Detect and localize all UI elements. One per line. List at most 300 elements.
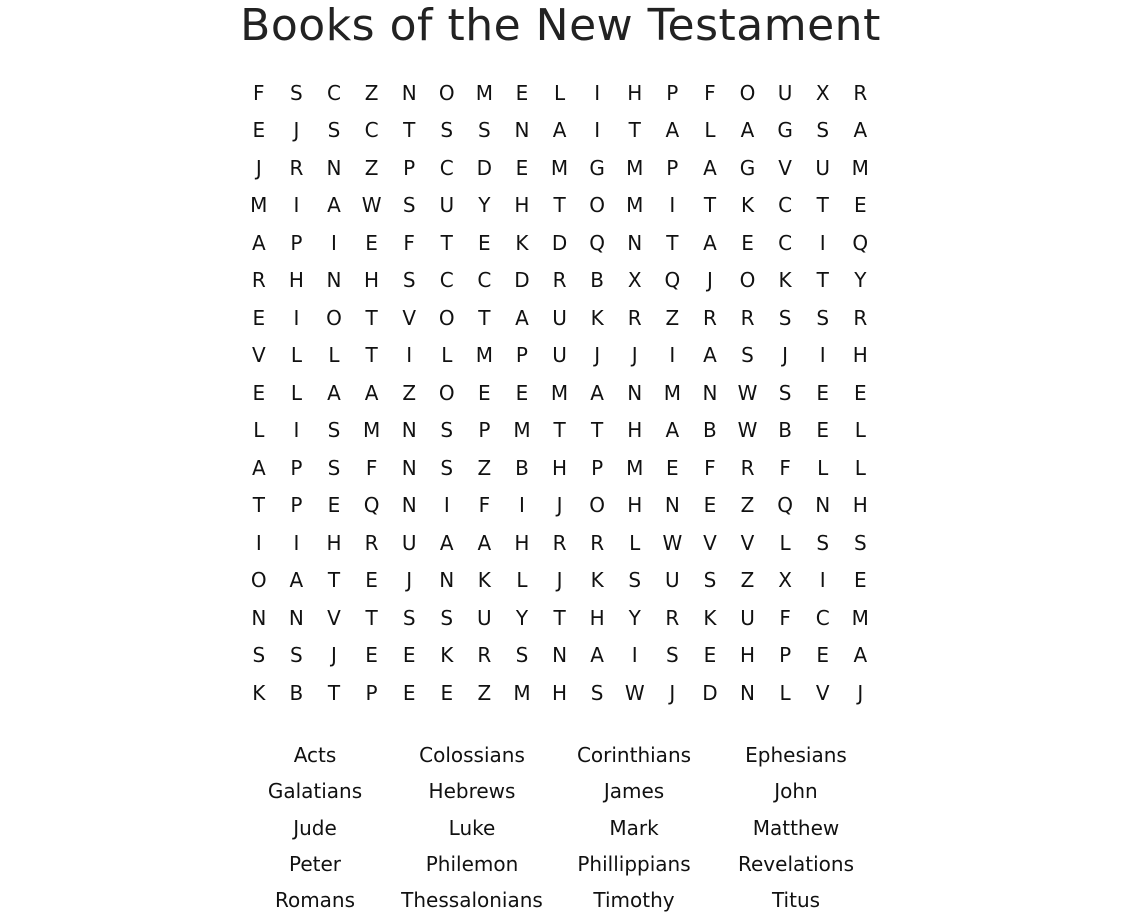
grid-cell[interactable]: L xyxy=(817,455,829,480)
grid-cell[interactable]: E xyxy=(365,568,378,593)
grid-cell[interactable]: M xyxy=(362,418,381,443)
grid-cell[interactable]: N xyxy=(401,80,417,105)
grid-cell[interactable]: K xyxy=(778,268,792,293)
grid-cell[interactable]: W xyxy=(361,193,382,218)
grid-cell[interactable]: N xyxy=(401,418,417,443)
grid-cell[interactable]: T xyxy=(365,343,378,368)
grid-cell[interactable]: W xyxy=(624,680,645,705)
grid-cell[interactable]: P xyxy=(290,230,303,255)
grid-cell[interactable]: L xyxy=(854,418,866,443)
grid-cell[interactable]: M xyxy=(626,155,644,180)
grid-cell[interactable]: M xyxy=(663,380,681,405)
grid-cell[interactable]: S xyxy=(327,118,341,143)
grid-cell[interactable]: S xyxy=(703,568,717,593)
grid-cell[interactable]: C xyxy=(778,230,793,255)
grid-cell[interactable]: T xyxy=(591,418,604,443)
grid-cell[interactable]: M xyxy=(475,343,493,368)
grid-cell[interactable]: N xyxy=(514,118,530,143)
word-list xyxy=(236,737,874,918)
grid-cell[interactable]: H xyxy=(552,680,568,705)
grid-cell[interactable]: F xyxy=(365,455,378,480)
grid-cell[interactable]: A xyxy=(439,530,454,555)
grid-cell[interactable]: R xyxy=(702,305,717,330)
grid-cell[interactable]: N xyxy=(815,493,831,518)
grid-cell[interactable]: D xyxy=(551,230,568,255)
grid-cell[interactable]: O xyxy=(326,305,342,330)
grid-cell[interactable]: L xyxy=(253,418,265,443)
grid-cell[interactable]: T xyxy=(440,230,453,255)
grid-cell[interactable]: N xyxy=(326,268,342,293)
grid-cell[interactable]: C xyxy=(439,268,454,293)
grid-cell[interactable]: P xyxy=(365,680,378,705)
grid-cell[interactable]: J xyxy=(331,643,337,668)
grid-cell[interactable]: S xyxy=(402,605,416,630)
grid-cell[interactable]: F xyxy=(478,493,491,518)
grid-cell[interactable]: K xyxy=(590,568,604,593)
grid-cell[interactable]: A xyxy=(552,118,567,143)
grid-cell[interactable]: Z xyxy=(364,155,379,180)
grid-cell[interactable]: F xyxy=(253,80,265,105)
grid-cell[interactable]: T xyxy=(252,493,265,518)
grid-cell[interactable]: H xyxy=(627,80,643,105)
grid-cell[interactable]: B xyxy=(289,680,304,705)
word-list-item: Peter xyxy=(288,852,342,877)
grid-cell[interactable]: R xyxy=(740,455,755,480)
grid-cell[interactable]: F xyxy=(403,230,415,255)
grid-cell[interactable]: H xyxy=(514,193,530,218)
grid-cell[interactable]: L xyxy=(779,530,791,555)
grid-cell[interactable]: S xyxy=(402,193,416,218)
grid-cell[interactable]: R xyxy=(740,305,755,330)
grid-cell[interactable]: P xyxy=(779,643,792,668)
grid-cell[interactable]: O xyxy=(589,193,606,218)
grid-cell[interactable]: H xyxy=(552,455,568,480)
grid-cell[interactable]: J xyxy=(631,343,638,368)
grid-cell[interactable]: L xyxy=(704,118,716,143)
grid-cell[interactable]: L xyxy=(441,343,453,368)
grid-cell[interactable]: H xyxy=(852,343,868,368)
grid-cell[interactable]: T xyxy=(816,193,829,218)
grid-cell[interactable]: I xyxy=(255,530,262,555)
grid-cell[interactable]: E xyxy=(252,118,266,143)
grid-cell[interactable]: E xyxy=(853,568,867,593)
grid-cell[interactable]: K xyxy=(590,305,604,330)
grid-cell[interactable]: S xyxy=(778,305,792,330)
grid-cell[interactable]: U xyxy=(477,605,492,630)
grid-cell[interactable]: Y xyxy=(478,193,491,218)
grid-cell[interactable]: V xyxy=(251,343,266,368)
grid-cell[interactable]: R xyxy=(627,305,642,330)
grid-cell[interactable]: H xyxy=(852,493,868,518)
grid-cell[interactable]: J xyxy=(857,680,864,705)
grid-cell[interactable]: N xyxy=(326,155,342,180)
grid-cell[interactable]: M xyxy=(626,193,644,218)
grid-cell[interactable]: E xyxy=(816,418,830,443)
grid-cell[interactable]: E xyxy=(365,643,378,668)
grid-cell[interactable]: Z xyxy=(402,380,417,405)
grid-cell[interactable]: B xyxy=(590,268,604,293)
grid-cell[interactable]: E xyxy=(666,455,679,480)
grid-cell[interactable]: S xyxy=(440,418,454,443)
grid-cell[interactable]: R xyxy=(552,268,567,293)
grid-cell[interactable]: A xyxy=(590,643,604,668)
grid-cell[interactable]: H xyxy=(326,530,342,555)
grid-cell[interactable]: A xyxy=(327,380,341,405)
grid-cell[interactable]: E xyxy=(515,155,529,180)
grid-cell[interactable]: E xyxy=(703,493,717,518)
grid-cell[interactable]: H xyxy=(627,493,643,518)
grid-cell[interactable]: E xyxy=(402,643,416,668)
grid-cell[interactable]: Z xyxy=(665,305,680,330)
grid-cell[interactable]: J xyxy=(594,343,601,368)
grid-cell[interactable]: T xyxy=(365,605,378,630)
grid-cell[interactable]: W xyxy=(737,418,758,443)
grid-cell[interactable]: L xyxy=(629,530,641,555)
grid-cell[interactable]: N xyxy=(439,568,455,593)
grid-cell[interactable]: Z xyxy=(364,80,379,105)
grid-cell[interactable]: U xyxy=(552,343,567,368)
word-list-item: Galatians xyxy=(267,779,363,804)
grid-cell[interactable]: P xyxy=(290,455,303,480)
word-list-item: Timothy xyxy=(593,888,675,913)
grid-cell[interactable]: S xyxy=(252,643,266,668)
grid-cell[interactable]: I xyxy=(519,493,525,518)
grid-cell[interactable]: I xyxy=(594,118,601,143)
grid-cell[interactable]: D xyxy=(514,268,530,293)
grid-cell[interactable]: N xyxy=(627,380,643,405)
grid-cell[interactable]: A xyxy=(740,118,755,143)
grid-cell[interactable]: A xyxy=(665,418,680,443)
grid-cell[interactable]: C xyxy=(778,193,793,218)
grid-cell[interactable]: L xyxy=(854,455,866,480)
grid-cell[interactable]: J xyxy=(293,118,300,143)
grid-cell[interactable]: I xyxy=(819,343,826,368)
grid-cell[interactable]: N xyxy=(664,493,680,518)
grid-cell[interactable]: Z xyxy=(477,680,492,705)
grid-cell[interactable]: K xyxy=(252,680,266,705)
grid-cell[interactable]: X xyxy=(778,568,792,593)
grid-cell[interactable]: A xyxy=(289,568,304,593)
grid-cell[interactable]: T xyxy=(628,118,641,143)
grid-cell[interactable]: M xyxy=(851,605,869,630)
grid-cell[interactable]: B xyxy=(515,455,529,480)
grid-cell[interactable]: S xyxy=(816,530,830,555)
grid-cell[interactable]: L xyxy=(328,343,340,368)
grid-cell[interactable]: I xyxy=(443,493,450,518)
grid-cell[interactable]: B xyxy=(778,418,792,443)
grid-cell[interactable]: A xyxy=(703,343,717,368)
grid-cell[interactable]: R xyxy=(364,530,379,555)
grid-cell[interactable]: N xyxy=(401,455,417,480)
grid-cell[interactable]: M xyxy=(550,155,569,180)
grid-cell[interactable]: K xyxy=(515,230,529,255)
grid-cell[interactable]: S xyxy=(628,568,642,593)
grid-cell[interactable]: L xyxy=(516,568,528,593)
grid-cell[interactable]: O xyxy=(438,380,455,405)
grid-cell[interactable]: P xyxy=(478,418,491,443)
grid-cell[interactable]: U xyxy=(439,193,455,218)
grid-cell[interactable]: U xyxy=(740,605,755,630)
grid-cell[interactable]: A xyxy=(853,643,868,668)
grid-cell[interactable]: J xyxy=(406,568,413,593)
grid-cell[interactable]: E xyxy=(741,230,754,255)
grid-cell[interactable]: Z xyxy=(477,455,492,480)
grid-cell[interactable]: S xyxy=(440,605,454,630)
grid-cell[interactable]: V xyxy=(327,605,341,630)
grid-cell[interactable]: I xyxy=(293,193,300,218)
grid-cell[interactable]: S xyxy=(590,680,604,705)
grid-cell[interactable]: S xyxy=(778,380,792,405)
grid-cell[interactable]: D xyxy=(702,680,718,705)
grid-cell[interactable]: S xyxy=(402,268,416,293)
grid-cell[interactable]: S xyxy=(478,118,491,143)
grid-cell[interactable]: A xyxy=(515,305,529,330)
grid-cell[interactable]: I xyxy=(669,193,676,218)
grid-cell[interactable]: L xyxy=(290,380,302,405)
grid-cell[interactable]: P xyxy=(666,80,679,105)
grid-cell[interactable]: T xyxy=(403,118,416,143)
grid-cell[interactable]: V xyxy=(740,530,755,555)
grid-cell[interactable]: I xyxy=(819,230,826,255)
grid-cell[interactable]: C xyxy=(327,80,341,105)
grid-cell[interactable]: H xyxy=(288,268,304,293)
grid-cell[interactable]: P xyxy=(515,343,528,368)
grid-cell[interactable]: T xyxy=(666,230,679,255)
grid-cell[interactable]: N xyxy=(702,380,718,405)
grid-cell[interactable]: I xyxy=(594,80,601,105)
grid-cell[interactable]: I xyxy=(293,305,300,330)
grid-cell[interactable]: C xyxy=(815,605,830,630)
grid-cell[interactable]: E xyxy=(252,305,266,330)
grid-cell[interactable]: A xyxy=(327,193,341,218)
grid-cell[interactable]: I xyxy=(406,343,413,368)
grid-cell[interactable]: X xyxy=(815,80,830,105)
grid-cell[interactable]: R xyxy=(477,643,492,668)
grid-cell[interactable]: G xyxy=(777,118,793,143)
grid-cell[interactable]: L xyxy=(290,343,302,368)
grid-cell[interactable]: E xyxy=(327,493,341,518)
grid-cell[interactable]: E xyxy=(440,680,454,705)
grid-cell[interactable]: T xyxy=(327,680,341,705)
grid-cell[interactable]: S xyxy=(853,530,867,555)
grid-cell[interactable]: N xyxy=(627,230,643,255)
grid-cell[interactable]: M xyxy=(550,380,569,405)
grid-cell[interactable]: F xyxy=(704,80,716,105)
grid-cell[interactable]: J xyxy=(556,493,563,518)
grid-cell[interactable]: A xyxy=(853,118,868,143)
grid-cell[interactable]: R xyxy=(853,80,868,105)
grid-cell[interactable]: Y xyxy=(854,268,867,293)
grid-cell[interactable]: T xyxy=(553,605,566,630)
grid-cell[interactable]: N xyxy=(401,493,417,518)
grid-cell[interactable]: S xyxy=(665,643,679,668)
grid-cell[interactable]: A xyxy=(703,230,717,255)
grid-cell[interactable]: S xyxy=(816,305,830,330)
grid-cell[interactable]: E xyxy=(515,80,529,105)
grid-cell[interactable]: P xyxy=(403,155,416,180)
grid-cell[interactable]: I xyxy=(293,418,300,443)
grid-cell[interactable]: E xyxy=(478,380,491,405)
grid-cell[interactable]: L xyxy=(553,80,566,105)
grid-cell[interactable]: I xyxy=(631,643,638,668)
grid-cell[interactable]: M xyxy=(250,193,268,218)
grid-cell[interactable]: K xyxy=(703,605,717,630)
grid-cell[interactable]: E xyxy=(816,380,830,405)
grid-cell[interactable]: O xyxy=(739,80,756,105)
grid-cell[interactable]: Q xyxy=(777,493,793,518)
grid-cell[interactable]: A xyxy=(703,155,717,180)
grid-cell[interactable]: S xyxy=(327,455,341,480)
grid-cell[interactable]: I xyxy=(819,568,826,593)
grid-cell[interactable]: A xyxy=(477,530,492,555)
grid-cell[interactable]: C xyxy=(477,268,492,293)
grid-cell[interactable]: P xyxy=(666,155,679,180)
grid-cell[interactable]: V xyxy=(778,155,792,180)
grid-cell[interactable]: O xyxy=(438,305,455,330)
grid-cell[interactable]: T xyxy=(703,193,717,218)
grid-cell[interactable]: V xyxy=(815,680,830,705)
grid-cell[interactable]: P xyxy=(591,455,604,480)
grid-cell[interactable]: Q xyxy=(852,230,869,255)
grid-cell[interactable]: M xyxy=(851,155,869,180)
grid-cell[interactable]: J xyxy=(255,155,262,180)
grid-cell[interactable]: O xyxy=(250,568,267,593)
grid-cell[interactable]: I xyxy=(293,530,300,555)
grid-cell[interactable]: Z xyxy=(740,568,755,593)
grid-cell[interactable]: T xyxy=(478,305,491,330)
grid-cell[interactable]: A xyxy=(251,230,266,255)
grid-cell[interactable]: A xyxy=(251,455,266,480)
puzzle-title: Books of the New Testament xyxy=(240,0,881,51)
grid-cell[interactable]: R xyxy=(590,530,605,555)
grid-cell[interactable]: T xyxy=(553,193,566,218)
grid-cell[interactable]: K xyxy=(440,643,454,668)
grid-cell[interactable]: M xyxy=(626,455,644,480)
word-list-item: Phillippians xyxy=(577,852,691,877)
grid-cell[interactable]: M xyxy=(513,418,531,443)
grid-cell[interactable]: Q xyxy=(589,230,606,255)
grid-cell[interactable]: B xyxy=(703,418,717,443)
grid-cell[interactable]: T xyxy=(553,418,566,443)
grid-cell[interactable]: G xyxy=(739,155,756,180)
grid-cell[interactable]: R xyxy=(853,305,868,330)
grid-cell[interactable]: A xyxy=(590,380,604,405)
grid-cell[interactable]: S xyxy=(515,643,529,668)
grid-cell[interactable]: J xyxy=(706,268,713,293)
grid-cell[interactable]: H xyxy=(627,418,643,443)
grid-cell[interactable]: S xyxy=(816,118,830,143)
grid-cell[interactable]: O xyxy=(589,493,606,518)
grid-cell[interactable]: X xyxy=(627,268,642,293)
grid-cell[interactable]: S xyxy=(440,118,454,143)
grid-cell[interactable]: U xyxy=(665,568,680,593)
grid-cell[interactable]: H xyxy=(589,605,605,630)
grid-cell[interactable]: K xyxy=(477,568,491,593)
grid-cell[interactable]: H xyxy=(514,530,530,555)
grid-cell[interactable]: F xyxy=(779,455,791,480)
grid-cell[interactable]: J xyxy=(669,680,676,705)
grid-cell[interactable]: O xyxy=(739,268,756,293)
grid-cell[interactable]: R xyxy=(289,155,304,180)
grid-cell[interactable]: W xyxy=(737,380,758,405)
grid-cell[interactable]: E xyxy=(853,193,867,218)
grid-cell[interactable]: I xyxy=(331,230,337,255)
word-list-item: Luke xyxy=(448,815,496,840)
grid-cell[interactable]: Q xyxy=(664,268,681,293)
word-list-item: Corinthians xyxy=(576,743,692,768)
word-list-item: John xyxy=(774,779,818,804)
grid-cell[interactable]: F xyxy=(779,605,791,630)
grid-cell[interactable]: G xyxy=(589,155,605,180)
grid-cell[interactable]: U xyxy=(815,155,831,180)
grid-cell[interactable]: C xyxy=(439,155,454,180)
grid-cell[interactable]: N xyxy=(552,643,568,668)
grid-cell[interactable]: K xyxy=(740,193,755,218)
word-list-item: Hebrews xyxy=(428,779,516,804)
grid-cell[interactable]: U xyxy=(552,305,567,330)
grid-cell[interactable]: W xyxy=(662,530,683,555)
grid-cell[interactable]: E xyxy=(365,230,378,255)
grid-cell[interactable]: U xyxy=(401,530,417,555)
grid-cell[interactable]: M xyxy=(513,680,531,705)
grid-cell[interactable]: C xyxy=(364,118,379,143)
grid-cell[interactable]: N xyxy=(251,605,267,630)
grid-cell[interactable]: S xyxy=(741,343,754,368)
grid-cell[interactable]: H xyxy=(364,268,380,293)
grid-cell[interactable]: H xyxy=(739,643,756,668)
grid-cell[interactable]: P xyxy=(290,493,303,518)
grid-cell[interactable]: S xyxy=(327,418,341,443)
grid-cell[interactable]: J xyxy=(782,343,789,368)
grid-cell[interactable]: M xyxy=(475,80,493,105)
grid-cell[interactable]: L xyxy=(779,680,791,705)
grid-cell[interactable]: Y xyxy=(515,605,529,630)
grid-cell[interactable]: E xyxy=(478,230,491,255)
grid-cell[interactable]: E xyxy=(703,643,717,668)
grid-cell[interactable]: O xyxy=(438,80,455,105)
grid-cell[interactable]: T xyxy=(816,268,829,293)
grid-cell[interactable]: S xyxy=(290,80,303,105)
grid-cell[interactable]: V xyxy=(703,530,717,555)
grid-cell[interactable]: R xyxy=(665,605,680,630)
grid-cell[interactable]: A xyxy=(665,118,680,143)
grid-cell[interactable]: S xyxy=(440,455,454,480)
grid-cell[interactable]: T xyxy=(327,568,341,593)
grid-cell[interactable]: E xyxy=(853,380,867,405)
grid-cell[interactable]: F xyxy=(704,455,716,480)
grid-cell[interactable]: N xyxy=(740,680,755,705)
grid-cell[interactable]: R xyxy=(251,268,266,293)
grid-cell[interactable]: E xyxy=(402,680,416,705)
grid-cell[interactable]: U xyxy=(777,80,793,105)
grid-cell[interactable]: E xyxy=(515,380,529,405)
word-list-item: Ephesians xyxy=(745,743,847,768)
grid-cell[interactable]: T xyxy=(365,305,378,330)
grid-cell[interactable]: Q xyxy=(363,493,380,518)
grid-cell[interactable]: D xyxy=(476,155,493,180)
grid-cell[interactable]: J xyxy=(556,568,563,593)
grid-cell[interactable]: E xyxy=(816,643,830,668)
grid-cell[interactable]: Z xyxy=(740,493,755,518)
grid-cell[interactable]: V xyxy=(402,305,417,330)
grid-cell[interactable]: S xyxy=(290,643,303,668)
grid-cell[interactable]: N xyxy=(288,605,304,630)
grid-cell[interactable]: R xyxy=(552,530,567,555)
grid-cell[interactable]: Y xyxy=(628,605,641,630)
grid-cell[interactable]: A xyxy=(364,380,379,405)
grid-cell[interactable]: E xyxy=(252,380,266,405)
grid-cell[interactable]: I xyxy=(669,343,676,368)
